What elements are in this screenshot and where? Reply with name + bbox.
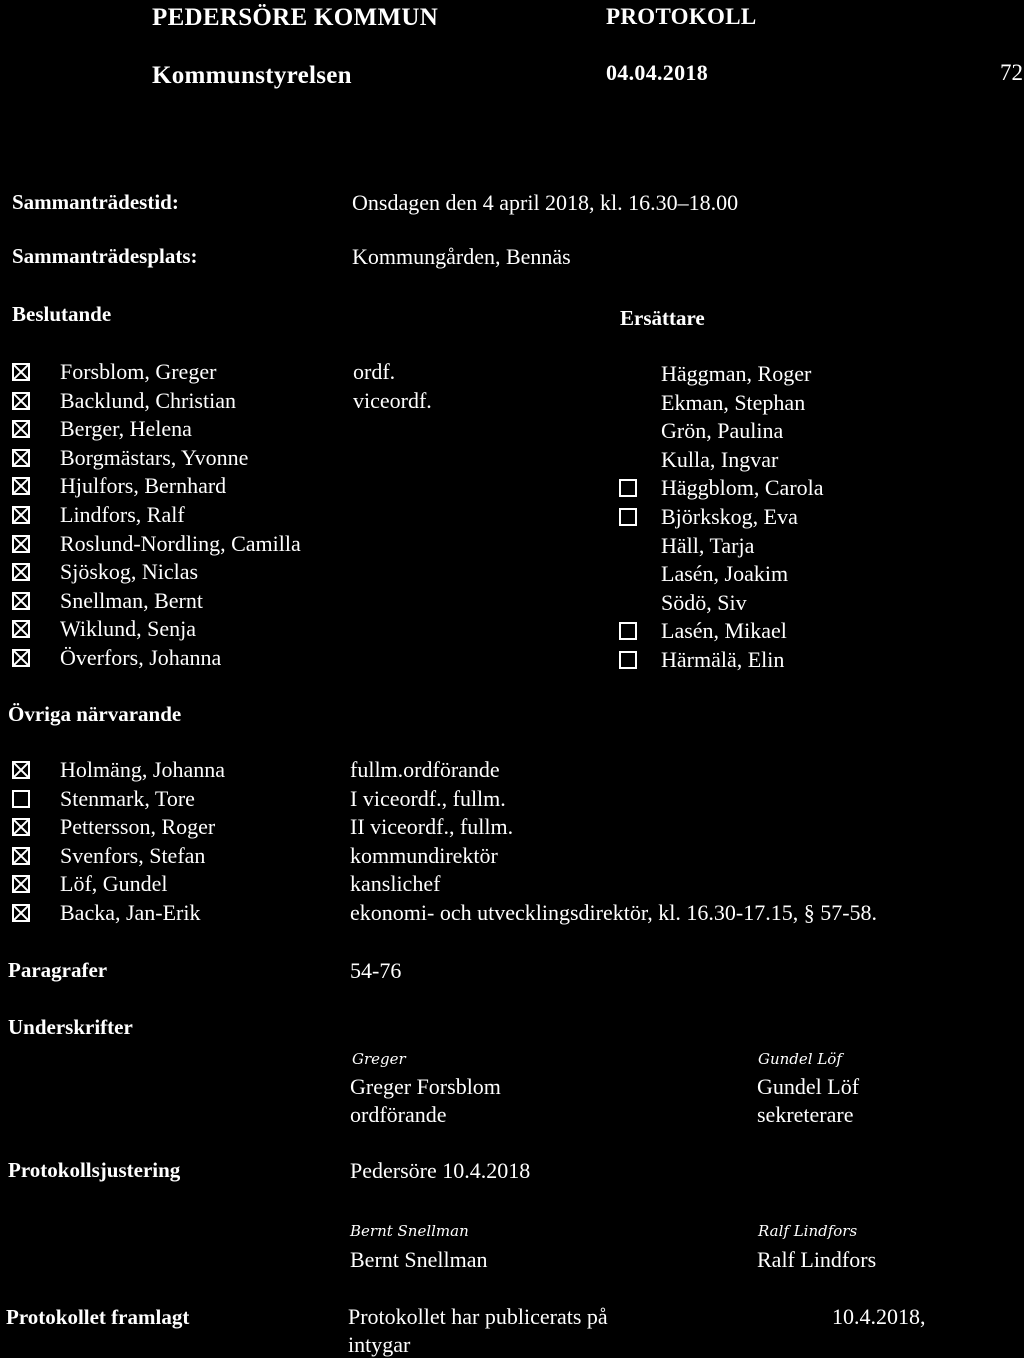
checked-box-icon [12,875,30,893]
member-name: Häll, Tarja [661,532,755,558]
signer-name-right: Gundel Löf [757,1074,860,1099]
list-item [619,446,779,475]
list-item [12,756,500,785]
list-item [12,899,878,928]
checked-box-icon [12,392,30,410]
framlagt-line1: Protokollet har publicerats på [348,1304,608,1329]
list-item [619,503,798,532]
member-name: Kulla, Ingvar [661,446,779,472]
list-item [12,358,396,387]
meeting-place-value: Kommungården, Bennäs [352,244,571,269]
member-name: Backa, Jan-Erik [60,900,201,925]
checked-box-icon [12,506,30,524]
checked-box-icon [12,420,30,438]
empty-box-icon [619,622,637,640]
checked-box-icon [12,592,30,610]
document-type: PROTOKOLL [606,4,757,29]
member-name: Grön, Paulina [661,418,784,444]
member-name: Roslund-Nordling, Camilla [60,530,301,556]
member-name: Pettersson, Roger [60,814,216,840]
list-item [12,444,249,473]
list-item [12,644,222,673]
signature-greger-forsblom: Greger [352,1050,406,1068]
meeting-place-label: Sammanträdesplats: [12,244,198,268]
member-name: Löf, Gundel [60,871,168,897]
list-item [12,785,506,814]
adjuster-name-left: Bernt Snellman [350,1247,488,1272]
member-role: fullm.ordförande [350,757,500,782]
checked-box-icon [12,761,30,779]
framlagt-line2: intygar [348,1332,411,1357]
list-item [619,389,806,418]
list-item [12,870,441,899]
document-date: 04.04.2018 [606,60,708,85]
page-number: 72 [1000,60,1023,85]
empty-box-icon [619,508,637,526]
checked-box-icon [12,563,30,581]
empty-box-icon [12,790,30,808]
member-name: Stenmark, Tore [60,785,195,811]
list-item [619,474,824,503]
list-item [12,415,192,444]
list-item [12,813,514,842]
member-name: Södö, Siv [661,589,747,615]
ovriga-heading: Övriga närvarande [8,702,182,726]
member-role: kommundirektör [350,842,498,868]
member-name: Ekman, Stephan [661,389,806,415]
member-name: Wiklund, Senja [60,616,196,642]
list-item [12,472,227,501]
member-name: Häggblom, Carola [661,475,824,501]
paragrafer-value: 54-76 [350,958,402,983]
empty-box-icon [619,651,637,669]
empty-box-icon [619,479,637,497]
member-role: II viceordf., fullm. [350,814,514,840]
underskrifter-label: Underskrifter [8,1015,133,1039]
signer-title-right: sekreterare [757,1102,854,1127]
member-name: Sjöskog, Niclas [60,559,199,585]
checked-box-icon [12,620,30,638]
framlagt-label: Protokollet framlagt [6,1305,190,1329]
member-name: Häggman, Roger [661,361,812,386]
member-name: Överfors, Johanna [60,645,222,670]
member-name: Lasén, Joakim [661,561,789,587]
member-name: Forsblom, Greger [60,359,217,384]
list-item [12,615,196,644]
checked-box-icon [12,363,30,381]
member-role: kanslichef [350,871,441,897]
beslutande-heading: Beslutande [12,302,112,326]
member-name: Borgmästars, Yvonne [60,444,249,470]
list-item [12,530,301,559]
ersattare-heading: Ersättare [620,306,705,330]
member-name: Björkskog, Eva [661,504,798,529]
member-name: Hjulfors, Bernhard [60,473,227,499]
member-name: Lindfors, Ralf [60,502,185,527]
list-item [12,387,432,416]
member-role: viceordf. [353,387,432,413]
member-role: ekonomi- och utvecklingsdirektör, kl. 16.30-17.15, § 57-58. [350,900,878,925]
signature-ralf-lindfors: Ralf Lindfors [758,1222,858,1240]
checked-box-icon [12,847,30,865]
list-item [619,560,789,589]
meeting-time-value: Onsdagen den 4 april 2018, kl. 16.30–18.00 [352,190,739,215]
checked-box-icon [12,818,30,836]
checked-box-icon [12,449,30,467]
signature-gundel-lof: Gundel Löf [758,1050,842,1068]
list-item [12,558,199,587]
member-name: Holmäng, Johanna [60,757,225,782]
list-item [12,842,498,871]
justering-value: Pedersöre 10.4.2018 [350,1158,531,1183]
governing-body: Kommunstyrelsen [152,62,352,89]
municipality-name: PEDERSÖRE KOMMUN [152,4,439,31]
checked-box-icon [12,649,30,667]
member-name: Backlund, Christian [60,387,236,413]
paragrafer-label: Paragrafer [8,958,108,982]
adjuster-name-right: Ralf Lindfors [757,1247,877,1272]
signature-bernt-snellman: Bernt Snellman [350,1222,469,1240]
list-item [619,417,784,446]
checked-box-icon [12,477,30,495]
list-item [12,501,185,530]
member-name: Lasén, Mikael [661,618,787,644]
list-item [619,589,747,618]
member-name: Svenfors, Stefan [60,842,206,868]
list-item [619,617,787,646]
signer-title-left: ordförande [350,1102,447,1127]
member-name: Berger, Helena [60,416,192,442]
member-role: I viceordf., fullm. [350,785,506,811]
meeting-time-label: Sammanträdestid: [12,190,179,214]
list-item [619,646,785,675]
member-name: Härmälä, Elin [661,647,785,672]
member-name: Snellman, Bernt [60,587,203,613]
member-role: ordf. [353,359,396,384]
list-item [619,532,755,561]
checked-box-icon [12,535,30,553]
list-item [619,360,812,389]
checked-box-icon [12,904,30,922]
framlagt-date: 10.4.2018, [832,1304,926,1329]
signer-name-left: Greger Forsblom [350,1074,501,1099]
list-item [12,587,203,616]
justering-label: Protokollsjustering [8,1158,181,1182]
